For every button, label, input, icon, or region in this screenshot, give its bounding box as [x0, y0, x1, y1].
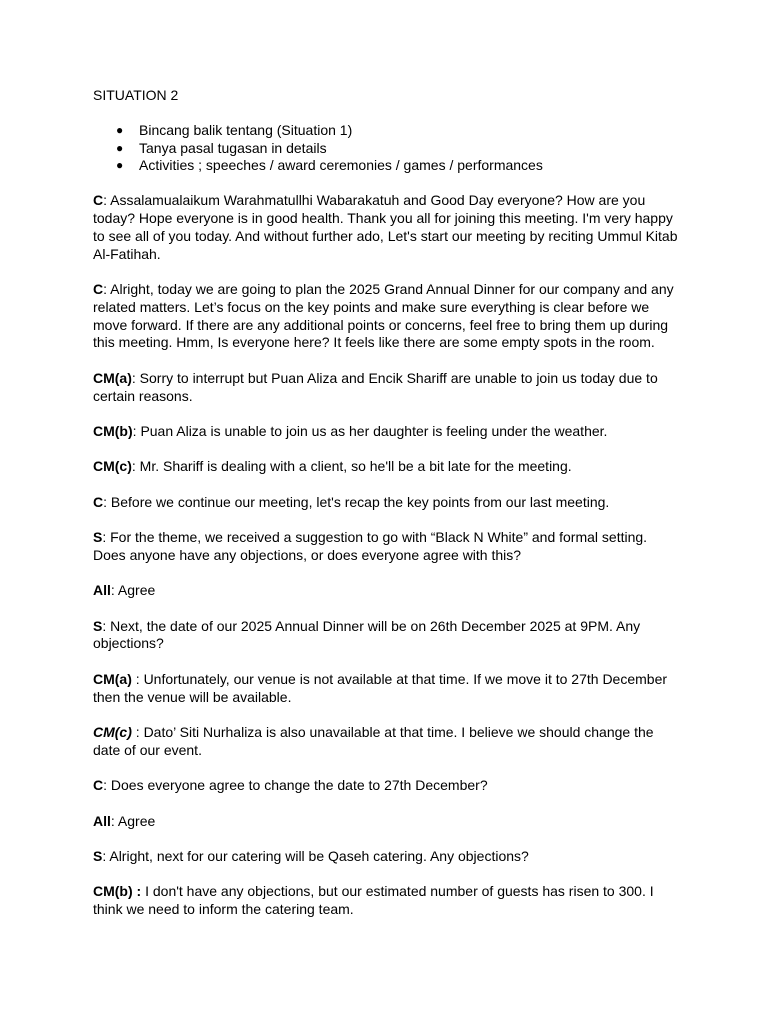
speaker-label: S — [93, 848, 103, 865]
speaker-label: CM(c) — [93, 724, 132, 741]
dialogue-line — [93, 724, 678, 760]
dialogue-text: Before we continue our meeting, let's recap the key points from our last meeting. — [110, 493, 610, 510]
speaker-separator: : — [131, 458, 140, 475]
dialogue-line — [93, 281, 678, 352]
speaker-separator: : — [102, 617, 111, 634]
speaker-separator: : — [103, 493, 111, 510]
speaker-separator: : — [110, 812, 118, 829]
dialogue-text: I don't have any objections, but our estimated number of guests has risen to 300. I think we need to inform the catering team. — [93, 883, 654, 918]
dialogue-text: Unfortunately, our venue is not available at that time. If we move it to 27th December then the venue will be available. — [93, 670, 668, 705]
speaker-separator: : — [131, 369, 140, 386]
dialogue-line — [93, 777, 678, 795]
speaker-label: CM(c) — [93, 458, 132, 475]
agenda-item — [93, 157, 678, 175]
dialogue-line — [93, 848, 678, 866]
document-title: SITUATION 2 — [93, 87, 179, 103]
speaker-label: S — [93, 529, 103, 546]
speaker-separator: : — [102, 529, 111, 546]
agenda-item — [93, 140, 678, 158]
speaker-label: CM(b) — [93, 422, 133, 439]
speaker-separator: : — [131, 724, 144, 741]
speaker-label: All — [93, 812, 111, 829]
speaker-label: CM(a) — [93, 670, 132, 687]
bullet-icon: ● — [116, 158, 124, 173]
speaker-separator: : — [132, 422, 141, 439]
speaker-label: C — [93, 493, 104, 510]
speaker-label: C — [93, 192, 104, 209]
dialogue-line — [93, 883, 678, 919]
speaker-separator: : — [131, 670, 144, 687]
dialogue-text: Alright, today we are going to plan the 2025 Grand Annual Dinner for our company and any related matters. Let’s focus on the key points and make sure everything is clear before we move forward. If there are any additional points or concerns, feel free to bring them up during this meeting. Hmm, Is everyone here? It feels like there are some empty spots in the room. — [93, 280, 674, 351]
speaker-label: S — [93, 617, 103, 634]
dialogue-line — [93, 192, 678, 263]
dialogue-line — [93, 423, 678, 441]
dialogue-line — [93, 529, 678, 565]
dialogue-text: Next, the date of our 2025 Annual Dinner will be on 26th December 2025 at 9PM. Any objections? — [93, 617, 641, 652]
dialogue-text: Alright, next for our catering will be Qaseh catering. Any objections? — [109, 848, 529, 865]
dialogue-line — [93, 370, 678, 406]
dialogue-text: Does everyone agree to change the date to 27th December? — [110, 777, 488, 794]
bullet-icon: ● — [116, 122, 124, 137]
dialogue-line — [93, 458, 678, 476]
dialogue-text: Puan Aliza is unable to join us as her daughter is feeling under the weather. — [140, 422, 608, 439]
agenda-item — [93, 122, 678, 140]
dialogue-text: Mr. Shariff is dealing with a client, so he'll be a bit late for the meeting. — [139, 458, 572, 475]
bullet-icon: ● — [116, 140, 124, 155]
dialogue-line — [93, 813, 678, 831]
dialogue-text: Sorry to interrupt but Puan Aliza and Encik Shariff are unable to join us today due to certain reasons. — [93, 369, 658, 404]
speaker-label: CM(a) — [93, 369, 132, 386]
agenda-item-text: Bincang balik tentang (Situation 1) — [139, 121, 353, 138]
dialogue-line — [93, 494, 678, 512]
speaker-label: All — [93, 582, 111, 599]
dialogue-text: For the theme, we received a suggestion to go with “Black N White” and formal setting. Does anyone have any objections, or does everyone agree with this? — [93, 529, 648, 563]
dialogue-text: Agree — [117, 582, 156, 599]
speaker-separator: : — [103, 192, 111, 209]
dialogue-line — [93, 671, 678, 707]
agenda-item-text: Tanya pasal tugasan in details — [139, 139, 327, 156]
speaker-label: C — [93, 777, 104, 794]
dialogue-line — [93, 582, 678, 600]
speaker-separator: : — [110, 582, 118, 599]
dialogue-text: Agree — [117, 812, 156, 829]
dialogue-text: Dato’ Siti Nurhaliza is also unavailable at that time. I believe we should change the date of our event. — [93, 724, 654, 758]
speaker-separator: : — [103, 280, 111, 297]
speaker-separator: : — [103, 777, 111, 794]
speaker-label: CM(b) : — [93, 883, 142, 900]
speaker-separator: : — [102, 848, 110, 865]
dialogue-text: Assalamualaikum Warahmatullhi Wabarakatuh and Good Day everyone? How are you today? Hope everyone is in good health. Thank you all for joining this meeting. I'm very happy to see all of you today. And without further ado, Let's start our meeting by reciting Ummul Kitab Al-Fatihah. — [93, 192, 678, 262]
agenda-list — [93, 122, 678, 175]
agenda-item-text: Activities ; speeches / award ceremonies / games / performances — [139, 157, 543, 174]
speaker-label: C — [93, 280, 104, 297]
dialogue-line — [93, 618, 678, 654]
